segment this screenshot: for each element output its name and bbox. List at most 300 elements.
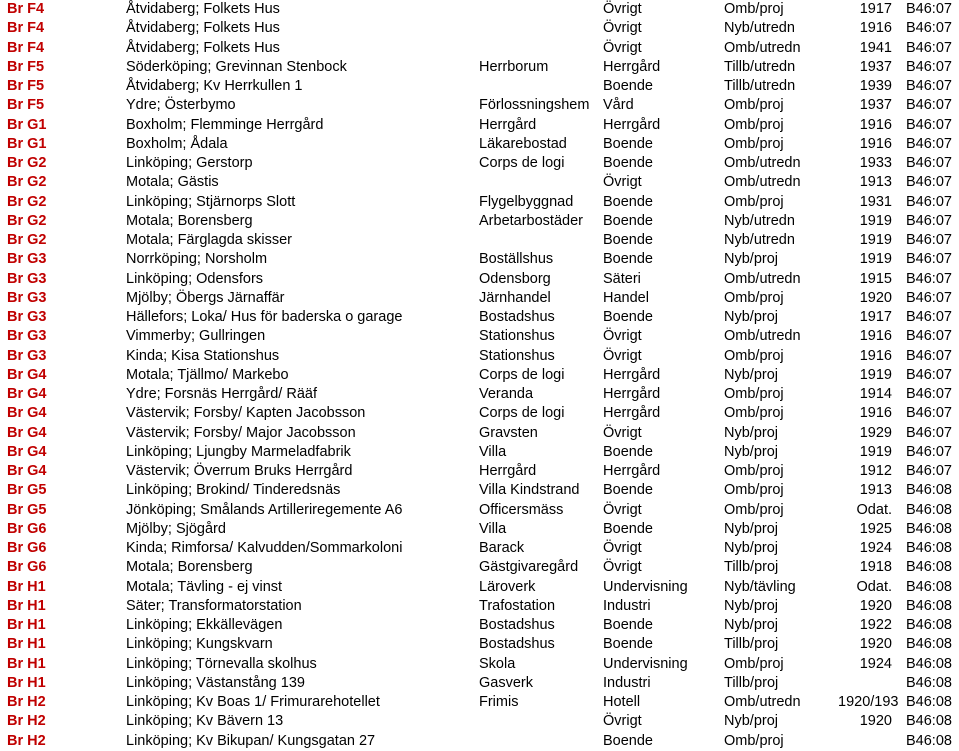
- reference-cell: B46:07: [906, 116, 952, 133]
- code-cell: Br F4: [7, 20, 45, 37]
- building-type-cell: Järnhandel: [479, 289, 551, 306]
- table-row: [0, 481, 959, 500]
- code-cell: Br G3: [7, 270, 47, 287]
- reference-cell: B46:08: [906, 597, 952, 614]
- code-cell: Br G3: [7, 251, 47, 268]
- place-cell: Ydre; Forsnäs Herrgård/ Rääf: [126, 386, 317, 402]
- place-cell: Motala; Gästis: [126, 174, 219, 191]
- year-cell: 1913: [859, 174, 892, 191]
- status-cell: Nyb/utredn: [724, 212, 795, 229]
- status-cell: Omb/proj: [724, 405, 784, 422]
- place-cell: Kinda; Rimforsa/ Kalvudden/Sommarkoloni: [126, 540, 403, 556]
- category-cell: Hotell: [603, 694, 641, 710]
- status-cell: Omb/proj: [724, 386, 784, 402]
- category-cell: Boende: [603, 482, 653, 499]
- place-cell: Västervik; Överrum Bruks Herrgård: [126, 463, 353, 479]
- reference-cell: B46:07: [906, 20, 952, 37]
- table-row: [0, 616, 959, 635]
- code-cell: Br H1: [7, 655, 46, 672]
- category-cell: Övrigt: [603, 424, 642, 441]
- status-cell: Tillb/proj: [724, 636, 779, 653]
- category-cell: Boende: [603, 443, 653, 460]
- code-cell: Br G5: [7, 501, 47, 518]
- table-row: [0, 193, 959, 212]
- code-cell: Br G4: [7, 386, 47, 402]
- place-cell: Linköping; Västanstång 139: [126, 674, 305, 691]
- place-cell: Kinda; Kisa Stationshus: [126, 347, 280, 364]
- code-cell: Br G3: [7, 328, 47, 345]
- year-cell: 1924: [859, 540, 892, 556]
- place-cell: Motala; Tjällmo/ Markebo: [126, 366, 289, 383]
- reference-cell: B46:08: [906, 732, 952, 749]
- year-cell: 1916: [859, 20, 892, 37]
- building-type-cell: Corps de logi: [479, 405, 565, 422]
- building-type-cell: Herrgård: [479, 463, 537, 479]
- year-cell: 1925: [859, 520, 892, 537]
- category-cell: Övrigt: [603, 39, 642, 56]
- code-cell: Br G4: [7, 424, 47, 441]
- code-cell: Br G2: [7, 212, 47, 229]
- reference-cell: B46:07: [906, 232, 952, 248]
- building-type-cell: Bostadshus: [479, 636, 555, 653]
- category-cell: Boende: [603, 212, 653, 229]
- category-cell: Övrigt: [603, 559, 642, 576]
- place-cell: Åtvidaberg; Folkets Hus: [126, 20, 280, 37]
- table-row: [0, 96, 959, 115]
- status-cell: Omb/proj: [724, 116, 784, 133]
- place-cell: Säter; Transformatorstation: [126, 597, 302, 614]
- table-row: [0, 77, 959, 96]
- reference-cell: B46:07: [906, 174, 952, 191]
- status-cell: Omb/utredn: [724, 328, 801, 345]
- status-cell: Omb/utredn: [724, 39, 801, 56]
- reference-cell: B46:08: [906, 501, 952, 518]
- place-cell: Söderköping; Grevinnan Stenbock: [126, 58, 347, 75]
- place-cell: Linköping; Odensfors: [126, 270, 264, 287]
- category-cell: Övrigt: [603, 540, 642, 556]
- status-cell: Nyb/proj: [724, 443, 778, 460]
- place-cell: Norrköping; Norsholm: [126, 251, 268, 268]
- code-cell: Br H2: [7, 713, 46, 730]
- reference-cell: B46:08: [906, 617, 952, 633]
- reference-cell: B46:07: [906, 270, 952, 287]
- code-cell: Br G2: [7, 155, 47, 171]
- year-cell: 1916: [859, 328, 892, 345]
- category-cell: Handel: [603, 289, 649, 306]
- category-cell: Boende: [603, 155, 653, 171]
- category-cell: Övrigt: [603, 713, 642, 730]
- reference-cell: B46:07: [906, 135, 952, 152]
- year-cell: 1920: [859, 289, 892, 306]
- code-cell: Br G4: [7, 443, 47, 460]
- table-row: [0, 655, 959, 674]
- place-cell: Motala; Borensberg: [126, 212, 253, 229]
- category-cell: Övrigt: [603, 347, 642, 364]
- year-cell: 1914: [859, 386, 892, 402]
- place-cell: Linköping; Gerstorp: [126, 155, 253, 171]
- code-cell: Br G3: [7, 289, 47, 306]
- status-cell: Nyb/tävling: [724, 578, 796, 595]
- table-row: [0, 693, 959, 712]
- building-type-cell: Bostadshus: [479, 309, 555, 325]
- place-cell: Västervik; Forsby/ Kapten Jacobsson: [126, 405, 366, 422]
- building-type-cell: Villa: [479, 520, 507, 537]
- year-cell: 1919: [859, 212, 892, 229]
- category-cell: Herrgård: [603, 463, 661, 479]
- year-cell: 1918: [859, 559, 892, 576]
- code-cell: Br G4: [7, 366, 47, 383]
- category-cell: Herrgård: [603, 58, 661, 75]
- building-type-cell: Läkarebostad: [479, 135, 567, 152]
- place-cell: Linköping; Stjärnorps Slott: [126, 193, 296, 210]
- category-cell: Övrigt: [603, 20, 642, 37]
- category-cell: Boende: [603, 135, 653, 152]
- building-type-cell: Arbetarbostäder: [479, 212, 583, 229]
- table-row: [0, 558, 959, 577]
- reference-cell: B46:08: [906, 578, 952, 595]
- year-cell: 1916: [859, 405, 892, 422]
- code-cell: Br G1: [7, 116, 47, 133]
- reference-cell: B46:07: [906, 405, 952, 422]
- reference-cell: B46:07: [906, 386, 952, 402]
- status-cell: Tillb/utredn: [724, 78, 796, 94]
- year-cell: 1920: [859, 597, 892, 614]
- code-cell: Br G5: [7, 482, 47, 499]
- status-cell: Omb/proj: [724, 732, 784, 749]
- code-cell: Br F5: [7, 78, 45, 94]
- category-cell: Industri: [603, 674, 651, 691]
- year-cell: 1916: [859, 116, 892, 133]
- code-cell: Br H1: [7, 578, 46, 595]
- table-row: [0, 231, 959, 250]
- reference-cell: B46:08: [906, 694, 952, 710]
- status-cell: Omb/utredn: [724, 694, 801, 710]
- code-cell: Br G2: [7, 174, 47, 191]
- table-row: [0, 308, 959, 327]
- building-type-cell: Stationshus: [479, 347, 555, 364]
- year-cell: 1919: [859, 251, 892, 268]
- reference-cell: B46:08: [906, 655, 952, 672]
- code-cell: Br G4: [7, 463, 47, 479]
- building-type-cell: Officersmäss: [479, 501, 564, 518]
- category-cell: Övrigt: [603, 174, 642, 191]
- category-cell: Övrigt: [603, 501, 642, 518]
- code-cell: Br F4: [7, 1, 45, 17]
- year-cell: 1919: [859, 366, 892, 383]
- year-cell: 1937: [859, 58, 892, 75]
- status-cell: Nyb/utredn: [724, 232, 795, 248]
- status-cell: Nyb/proj: [724, 424, 778, 441]
- place-cell: Motala; Borensberg: [126, 559, 253, 576]
- year-cell: 1912: [859, 463, 892, 479]
- code-cell: Br H1: [7, 617, 46, 633]
- status-cell: Nyb/proj: [724, 597, 778, 614]
- reference-cell: B46:08: [906, 674, 952, 691]
- code-cell: Br G2: [7, 232, 47, 248]
- table-row: [0, 0, 959, 19]
- year-cell: 1916: [859, 347, 892, 364]
- reference-cell: B46:07: [906, 463, 952, 479]
- status-cell: Omb/proj: [724, 193, 784, 210]
- status-cell: Omb/proj: [724, 1, 784, 17]
- status-cell: Tillb/utredn: [724, 58, 796, 75]
- category-cell: Säteri: [603, 270, 641, 287]
- reference-cell: B46:07: [906, 97, 952, 114]
- code-cell: Br G1: [7, 135, 47, 152]
- place-cell: Åtvidaberg; Folkets Hus: [126, 39, 280, 56]
- status-cell: Omb/proj: [724, 97, 784, 114]
- table-row: [0, 154, 959, 173]
- year-cell: 1916: [859, 135, 892, 152]
- table-row: [0, 501, 959, 520]
- building-type-cell: Gasverk: [479, 674, 533, 691]
- year-cell: 1933: [859, 155, 892, 171]
- category-cell: Undervisning: [603, 655, 688, 672]
- place-cell: Linköping; Kv Bävern 13: [126, 713, 284, 730]
- table-row: [0, 732, 959, 751]
- year-cell: 1941: [859, 39, 892, 56]
- code-cell: Br G6: [7, 559, 47, 576]
- year-cell: 1919: [859, 443, 892, 460]
- building-type-cell: Gästgivaregård: [479, 559, 579, 576]
- place-cell: Hällefors; Loka/ Hus för baderska o garage: [126, 309, 403, 325]
- code-cell: Br G6: [7, 520, 47, 537]
- year-cell: Odat.: [856, 501, 892, 518]
- category-cell: Boende: [603, 636, 653, 653]
- place-cell: Linköping; Kv Boas 1/ Frimurarehotellet: [126, 694, 380, 710]
- code-cell: Br H2: [7, 732, 46, 749]
- year-cell: 1939: [859, 78, 892, 94]
- building-type-cell: Frimis: [479, 694, 519, 710]
- reference-cell: B46:07: [906, 347, 952, 364]
- building-type-cell: Förlossningshem: [479, 97, 590, 114]
- status-cell: Tillb/proj: [724, 674, 779, 691]
- status-cell: Omb/proj: [724, 482, 784, 499]
- code-cell: Br F4: [7, 39, 45, 56]
- reference-cell: B46:07: [906, 212, 952, 229]
- reference-cell: B46:08: [906, 520, 952, 537]
- status-cell: Omb/proj: [724, 135, 784, 152]
- reference-cell: B46:07: [906, 58, 952, 75]
- status-cell: Nyb/utredn: [724, 20, 795, 37]
- table-row: [0, 424, 959, 443]
- status-cell: Omb/proj: [724, 347, 784, 364]
- category-cell: Vård: [603, 97, 634, 114]
- code-cell: Br H1: [7, 636, 46, 653]
- table-row: [0, 116, 959, 135]
- code-cell: Br G3: [7, 347, 47, 364]
- reference-cell: B46:07: [906, 1, 952, 17]
- code-cell: Br G2: [7, 193, 47, 210]
- table-row: [0, 289, 959, 308]
- table-row: [0, 327, 959, 346]
- code-cell: Br F5: [7, 97, 45, 114]
- table-row: [0, 385, 959, 404]
- table-row: [0, 635, 959, 654]
- table-row: [0, 520, 959, 539]
- category-cell: Boende: [603, 232, 653, 248]
- reference-cell: B46:08: [906, 636, 952, 653]
- table-row: [0, 250, 959, 269]
- building-type-cell: Skola: [479, 655, 516, 672]
- code-cell: Br H1: [7, 597, 46, 614]
- year-cell: 1917: [859, 1, 892, 17]
- table-row: [0, 404, 959, 423]
- reference-cell: B46:08: [906, 713, 952, 730]
- status-cell: Nyb/proj: [724, 540, 778, 556]
- building-type-cell: Corps de logi: [479, 366, 565, 383]
- category-cell: Boende: [603, 78, 653, 94]
- year-cell: 1937: [859, 97, 892, 114]
- place-cell: Åtvidaberg; Folkets Hus: [126, 1, 280, 17]
- place-cell: Linköping; Törnevalla skolhus: [126, 655, 317, 672]
- table-row: [0, 366, 959, 385]
- building-type-cell: Veranda: [479, 386, 534, 402]
- year-cell: 1913: [859, 482, 892, 499]
- reference-cell: B46:07: [906, 155, 952, 171]
- year-cell: 1915: [859, 270, 892, 287]
- reference-cell: B46:07: [906, 251, 952, 268]
- building-type-cell: Barack: [479, 540, 525, 556]
- building-type-cell: Boställshus: [479, 251, 554, 268]
- status-cell: Omb/proj: [724, 463, 784, 479]
- status-cell: Omb/utredn: [724, 174, 801, 191]
- building-type-cell: Herrborum: [479, 58, 549, 75]
- table-row: [0, 270, 959, 289]
- building-type-cell: Herrgård: [479, 116, 537, 133]
- status-cell: Nyb/proj: [724, 617, 778, 633]
- reference-cell: B46:07: [906, 289, 952, 306]
- place-cell: Mjölby; Sjögård: [126, 520, 226, 537]
- category-cell: Herrgård: [603, 116, 661, 133]
- reference-cell: B46:08: [906, 540, 952, 556]
- table-row: [0, 58, 959, 77]
- place-cell: Mjölby; Öbergs Järnaffär: [126, 289, 285, 306]
- status-cell: Omb/utredn: [724, 155, 801, 171]
- table-row: [0, 347, 959, 366]
- status-cell: Omb/proj: [724, 655, 784, 672]
- category-cell: Boende: [603, 309, 653, 325]
- category-cell: Herrgård: [603, 386, 661, 402]
- reference-cell: B46:07: [906, 78, 952, 94]
- building-type-cell: Corps de logi: [479, 155, 565, 171]
- code-cell: Br G4: [7, 405, 47, 422]
- table-row: [0, 173, 959, 192]
- table-row: [0, 539, 959, 558]
- status-cell: Nyb/proj: [724, 251, 778, 268]
- table-row: [0, 19, 959, 38]
- year-cell: 1919: [859, 232, 892, 248]
- reference-cell: B46:07: [906, 193, 952, 210]
- table-row: [0, 39, 959, 58]
- reference-cell: B46:07: [906, 424, 952, 441]
- building-type-cell: Villa Kindstrand: [479, 482, 580, 499]
- building-type-cell: Villa: [479, 443, 507, 460]
- building-type-cell: Trafostation: [479, 597, 556, 614]
- table-row: [0, 597, 959, 616]
- category-cell: Övrigt: [603, 1, 642, 17]
- category-cell: Herrgård: [603, 405, 661, 422]
- category-cell: Boende: [603, 193, 653, 210]
- table-row: [0, 674, 959, 693]
- reference-cell: B46:07: [906, 309, 952, 325]
- building-type-cell: Bostadshus: [479, 617, 555, 633]
- year-cell: 1929: [859, 424, 892, 441]
- category-cell: Industri: [603, 597, 651, 614]
- table-row: [0, 212, 959, 231]
- year-cell: 1920/193: [838, 694, 899, 710]
- reference-cell: B46:08: [906, 559, 952, 576]
- category-cell: Boende: [603, 732, 653, 749]
- place-cell: Boxholm; Flemminge Herrgård: [126, 116, 324, 133]
- reference-cell: B46:07: [906, 328, 952, 345]
- place-cell: Linköping; Brokind/ Tinderedsnäs: [126, 482, 341, 499]
- status-cell: Nyb/proj: [724, 520, 778, 537]
- category-cell: Övrigt: [603, 328, 642, 345]
- year-cell: 1924: [859, 655, 892, 672]
- year-cell: 1931: [859, 193, 892, 210]
- status-cell: Omb/proj: [724, 289, 784, 306]
- place-cell: Linköping; Ljungby Marmeladfabrik: [126, 443, 351, 460]
- place-cell: Boxholm; Ådala: [126, 135, 228, 152]
- category-cell: Boende: [603, 617, 653, 633]
- place-cell: Motala; Färglagda skisser: [126, 232, 293, 248]
- table-row: [0, 712, 959, 731]
- status-cell: Nyb/proj: [724, 309, 778, 325]
- building-type-cell: Flygelbyggnad: [479, 193, 574, 210]
- year-cell: 1917: [859, 309, 892, 325]
- table-row: [0, 578, 959, 597]
- table-row: [0, 462, 959, 481]
- status-cell: Omb/utredn: [724, 270, 801, 287]
- reference-cell: B46:07: [906, 443, 952, 460]
- place-cell: Linköping; Kv Bikupan/ Kungsgatan 27: [126, 732, 376, 749]
- year-cell: 1920: [859, 713, 892, 730]
- year-cell: Odat.: [856, 578, 892, 595]
- building-type-cell: Läroverk: [479, 578, 536, 595]
- place-cell: Linköping; Kungskvarn: [126, 636, 273, 653]
- category-cell: Undervisning: [603, 578, 688, 595]
- place-cell: Jönköping; Smålands Artilleriregemente A6: [126, 501, 403, 518]
- table-row: [0, 135, 959, 154]
- place-cell: Motala; Tävling - ej vinst: [126, 578, 283, 595]
- building-type-cell: Odensborg: [479, 270, 551, 287]
- reference-cell: B46:07: [906, 39, 952, 56]
- code-cell: Br H1: [7, 674, 46, 691]
- year-cell: 1920: [859, 636, 892, 653]
- reference-cell: B46:08: [906, 482, 952, 499]
- place-cell: Ydre; Österbymo: [126, 97, 236, 114]
- code-cell: Br G3: [7, 309, 47, 325]
- status-cell: Omb/proj: [724, 501, 784, 518]
- place-cell: Västervik; Forsby/ Major Jacobsson: [126, 424, 356, 441]
- place-cell: Linköping; Ekkällevägen: [126, 617, 283, 633]
- category-cell: Boende: [603, 251, 653, 268]
- category-cell: Boende: [603, 520, 653, 537]
- code-cell: Br G6: [7, 540, 47, 556]
- year-cell: 1922: [859, 617, 892, 633]
- status-cell: Tillb/proj: [724, 559, 779, 576]
- place-cell: Åtvidaberg; Kv Herrkullen 1: [126, 78, 303, 94]
- status-cell: Nyb/proj: [724, 713, 778, 730]
- code-cell: Br F5: [7, 58, 45, 75]
- place-cell: Vimmerby; Gullringen: [126, 328, 266, 345]
- building-type-cell: Stationshus: [479, 328, 555, 345]
- code-cell: Br H2: [7, 694, 46, 710]
- category-cell: Herrgård: [603, 366, 661, 383]
- table-row: [0, 443, 959, 462]
- building-type-cell: Gravsten: [479, 424, 538, 441]
